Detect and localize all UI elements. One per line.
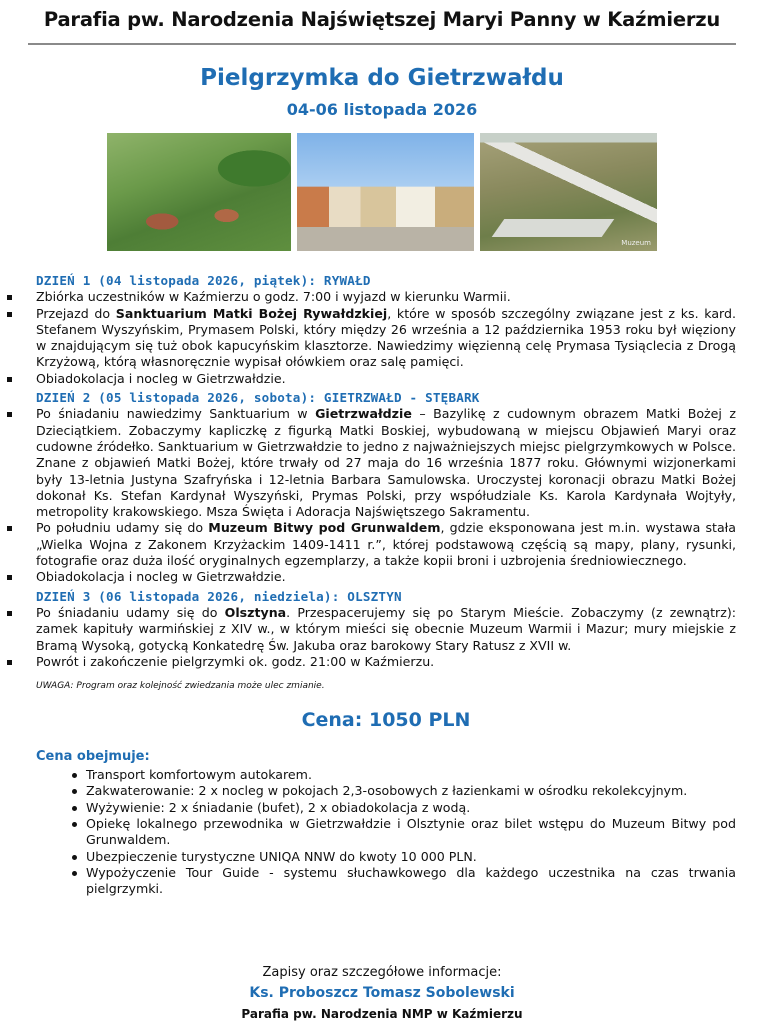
photo-strip (0, 133, 764, 251)
place-name: Olsztyna (224, 604, 287, 620)
signup-info: Zapisy oraz szczegółowe informacje: (262, 965, 502, 980)
place-name: Gietrzwałdzie (315, 406, 412, 422)
item-text: – Bazylikę z cudownym obrazem Matki Bożej z Dzieciątkiem. Zobaczymy kapliczkę z figurką Matki Boskiej, wybudowaną w miejscu Objawień Maryi oraz cudowne źródełko. Sanktuarium w Gietrzwałdzie to jedno z najważniejszych miejsc pielgrzymkowych w Polsce. Znane z objawień Matki Bożej, które trwały od 27 maja do 16 września 1877 roku. Głównymi wizjonerkami były 13-letnia Justyna Szafryńska i 12-letnia Barbara Samulowska. Uroczystej koronacji obrazu Matki Bożej dokonał Ks. Stefan Kardynał Wyszyński, Prymas Polski, przy współudziale Ks. Karola Kardynała Wojtyły, metropolity krakowskiego. Msza Święta i Adoracja Najświętszego Sakramentu. (36, 406, 736, 520)
list-item (36, 520, 736, 569)
photo-old-town (297, 133, 474, 251)
item-text: , które w sposób szczególny związane jest z ks. kard. Stefanem Wyszyńskim, Prymasem Polski, który między 26 września a 12 października 1953 roku był więziony w znajdującym się tuż obok kapucyńskim klasztorze. Nawiedzimy więzienną celę Prymasa Tysiąclecia z Drogą Krzyżową, którą własnoręcznie wypisał ołówkiem oraz salę pamięci. (36, 305, 737, 370)
list-item: Wypożyczenie Tour Guide - systemu słuchawkowego dla każdego uczestnika na czas trwania pielgrzymki. (86, 864, 736, 897)
day-heading: DZIEŃ 3 (06 listopada 2026, niedziela): OLSZTYN (36, 588, 402, 604)
contact-person: Ks. Proboszcz Tomasz Sobolewski (249, 985, 515, 1001)
price: Cena: 1050 PLN (301, 709, 471, 732)
includes-list (36, 767, 736, 897)
footer-parish: Parafia pw. Narodzenia NMP w Kaźmierzu (241, 1007, 523, 1021)
list-item: Wyżywienie: 2 x śniadanie (bufet), 2 x obiadokolacja z wodą. (86, 800, 736, 816)
item-text: Przejazd do (36, 305, 116, 321)
list-item (36, 306, 736, 371)
day-items (36, 289, 736, 387)
footer (0, 962, 764, 1025)
day-heading: DZIEŃ 2 (05 listopada 2026, sobota): GIETRZWAŁD - STĘBARK (36, 390, 480, 406)
list-item (36, 406, 736, 520)
list-item: Opiekę lokalnego przewodnika w Gietrzwałdzie i Olsztynie oraz bilet wstępu do Muzeum Bitwy pod Grunwaldem. (86, 815, 736, 848)
program-note: UWAGA: Program oraz kolejność zwiedzania może ulec zmianie. (36, 681, 325, 692)
itinerary (36, 273, 736, 670)
list-item (36, 289, 736, 305)
item-text: Obiadokolacja i nocleg w Gietrzwałdzie. (36, 569, 286, 585)
item-text: . Przespacerujemy się po Starym Mieście. Zobaczymy (z zewnątrz): zamek kapituły warmińskiej z XIV w., w którym mieści się obecnie Muzeum Warmii i Mazur; mury miejskie z Bramą Wysoką, gotycką Konkatedrę Św. Jakuba oraz barokowy Stary Ratusz z XVII w. (36, 604, 736, 653)
item-text: , gdzie eksponowana jest m.in. wystawa stała „Wielka Wojna z Zakonem Krzyżackim 1409-1411 r.”, której podstawową częścią są mapy, plany, rysunki, fotografie oraz duża ilość oryginalnych egzemplarzy, a także kopii broni i uzbrojenia średniowiecznego. (36, 520, 736, 569)
includes-heading: Cena obejmuje: (36, 748, 150, 764)
item-text: Po śniadaniu udamy się do (36, 604, 225, 620)
list-item (36, 654, 736, 670)
list-item (36, 371, 736, 387)
list-item (36, 569, 736, 585)
day-items (36, 406, 736, 585)
photo-aerial-village (107, 133, 291, 251)
photo-grunwald-museum (480, 133, 657, 251)
list-item: Ubezpieczenie turystyczne UNIQA NNW do kwoty 10 000 PLN. (86, 849, 736, 865)
item-text: Po śniadaniu nawiedzimy Sanktuarium w (36, 406, 316, 422)
place-name: Muzeum Bitwy pod Grunwaldem (208, 520, 441, 536)
item-text: Po południu udamy się do (36, 520, 209, 536)
list-item (36, 605, 736, 654)
trip-dates: 04-06 listopada 2026 (286, 100, 478, 119)
item-text: Zbiórka uczestników w Kaźmierzu o godz. 7:00 i wyjazd w kierunku Warmii. (36, 289, 511, 305)
parish-header: Parafia pw. Narodzenia Najświętszej Maryi Panny w Kaźmierzu (43, 8, 721, 31)
item-text: Obiadokolacja i nocleg w Gietrzwałdzie. (36, 370, 286, 386)
day-heading: DZIEŃ 1 (04 listopada 2026, piątek): RYWAŁD (36, 273, 371, 288)
header-divider (28, 43, 736, 45)
list-item: Zakwaterowanie: 2 x nocleg w pokojach 2,3-osobowych z łazienkami w ośrodku rekolekcyjnym. (86, 783, 736, 799)
day-items (36, 605, 736, 670)
photo-watermark: Muzeum (621, 239, 651, 247)
place-name: Sanktuarium Matki Bożej Rywałdzkiej (115, 305, 388, 321)
item-text: Powrót i zakończenie pielgrzymki ok. godz. 21:00 w Kaźmierzu. (36, 653, 435, 669)
page-title: Pielgrzymka do Gietrzwałdu (200, 65, 564, 91)
list-item: Transport komfortowym autokarem. (86, 767, 736, 783)
